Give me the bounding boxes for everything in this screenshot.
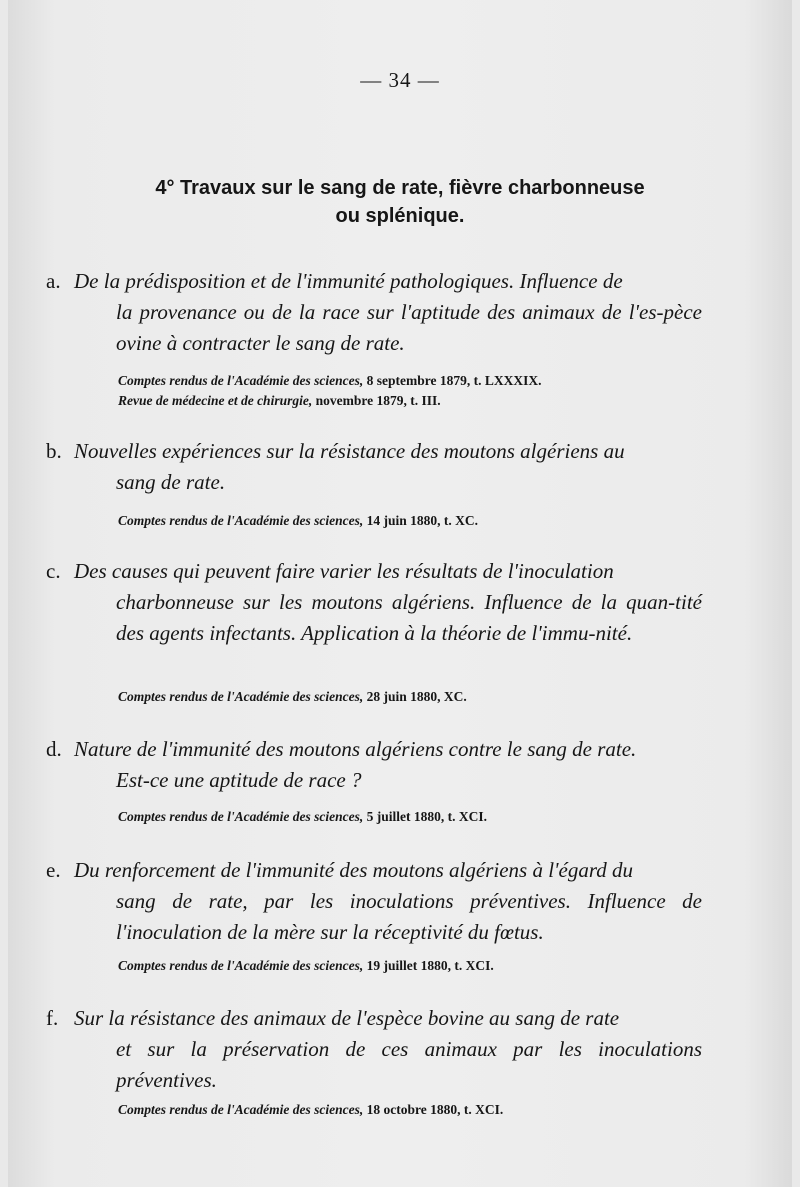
page-number: — 34 — (360, 68, 440, 92)
entry-title-first-line: Sur la résistance des animaux de l'espèce bovine au sang de rate (74, 1006, 620, 1030)
reference (118, 510, 718, 531)
entry-title (74, 556, 702, 649)
reference-source: Comptes rendus de l'Académie des sciences, (118, 1102, 364, 1117)
reference-detail: 5 juillet 1880, t. XCI. (366, 809, 487, 824)
reference-detail: 14 juin 1880, t. XC. (366, 513, 478, 528)
entry-title (74, 1003, 702, 1096)
entry-title-first-line: Du renforcement de l'immunité des moutons algériens à l'égard du (74, 858, 633, 882)
reference-source: Comptes rendus de l'Académie des sciences, (118, 689, 364, 704)
entry-title-continuation: sang de rate, par les inoculations préventives. Influence de l'inoculation de la mère sur la réceptivité du fœtus. (116, 889, 702, 944)
entry-letter: a. (46, 269, 61, 293)
entry-title (74, 734, 702, 796)
reference (118, 1099, 718, 1120)
entry-title-continuation: la provenance ou de la race sur l'aptitude des animaux de l'es-pèce ovine à contracter le sang de rate. (116, 300, 702, 355)
reference-source: Comptes rendus de l'Académie des sciences, (118, 513, 364, 528)
reference-detail: 28 juin 1880, XC. (366, 689, 467, 704)
entry-title (74, 266, 702, 359)
document-page (8, 0, 792, 1187)
reference-detail: 8 septembre 1879, t. LXXXIX. (366, 373, 542, 388)
entry-letter: e. (46, 858, 61, 882)
reference-source: Comptes rendus de l'Académie des sciences, (118, 809, 364, 824)
entry-title-first-line: Nouvelles expériences sur la résistance des moutons algériens au (74, 439, 625, 463)
entry-title-continuation: et sur la préservation de ces animaux par les inoculations préventives. (116, 1037, 702, 1092)
reference (118, 390, 718, 411)
entry-letter: c. (46, 559, 61, 583)
reference-detail: 18 octobre 1880, t. XCI. (366, 1102, 504, 1117)
reference-detail: novembre 1879, t. III. (315, 393, 441, 408)
entry-title (74, 855, 702, 948)
entry-title-first-line: De la prédisposition et de l'immunité pathologiques. Influence de (74, 269, 623, 293)
entry-title-first-line: Des causes qui peuvent faire varier les résultats de l'inoculation (74, 559, 614, 583)
entry-letter: d. (46, 737, 62, 761)
section-heading (48, 174, 752, 230)
section-heading-line2: ou splénique. (335, 205, 465, 227)
reference-source: Comptes rendus de l'Académie des sciences, (118, 373, 364, 388)
section-heading-line1: 4° Travaux sur le sang de rate, fièvre charbonneuse (155, 177, 645, 199)
reference-detail: 19 juillet 1880, t. XCI. (366, 958, 494, 973)
reference (118, 955, 718, 976)
reference (118, 370, 718, 391)
reference (118, 686, 718, 707)
reference-source: Revue de médecine et de chirurgie, (118, 393, 313, 408)
entry-letter: f. (46, 1006, 59, 1030)
reference-source: Comptes rendus de l'Académie des sciences, (118, 958, 364, 973)
entry-title-continuation: sang de rate. (116, 470, 226, 494)
entry-title-first-line: Nature de l'immunité des moutons algériens contre le sang de rate. (74, 737, 637, 761)
entry-title-continuation: Est-ce une aptitude de race ? (116, 768, 362, 792)
entry-title-continuation: charbonneuse sur les moutons algériens. Influence de la quan-tité des agents infectants. Application à la théorie de l'immu-nité. (116, 590, 702, 645)
entry-title (74, 436, 702, 498)
reference (118, 806, 718, 827)
entry-letter: b. (46, 439, 62, 463)
